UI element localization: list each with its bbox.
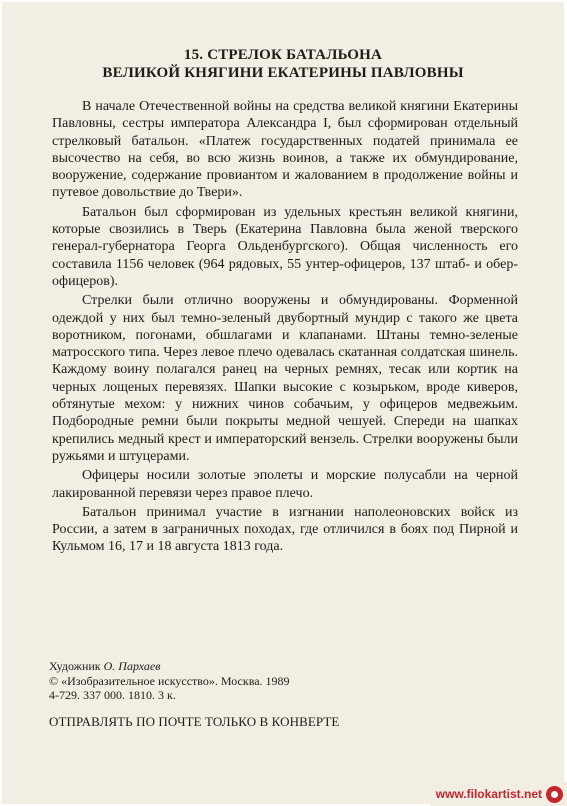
title-line-2: ВЕЛИКОЙ КНЯГИНИ ЕКАТЕРИНЫ ПАВЛОВНЫ xyxy=(102,65,464,81)
watermark-url: www.filokartist.net xyxy=(435,787,542,801)
postcard-back xyxy=(2,2,564,804)
artist-name: О. Пархаев xyxy=(103,659,161,673)
artist-label: Художник xyxy=(49,659,101,673)
paragraph: Стрелки были отлично вооружены и обмундированы. Форменной одеждой у них был темно-зеленый двубортный мундир с такого же цвета воротником, погонами, обшлагами и клапанами. Штаны темно-зеленые матросского типа. Через левое плечо одевалась скатанная солдатская шинель. Каждому воину полагался ранец на черных ремнях, тесак или кортик на черных лощеных перевязях. Шапки высокие с козырьком, вроде киверов, обтянутые мехом: у нижних чинов собачьим, у офицеров медвежьим. Подбородные ремни были покрыты медной чешуей. Спереди на шапках крепились медный крест и императорский вензель. Стрелки вооружены были ружьями и штуцерами. xyxy=(52,293,518,464)
artist-credit xyxy=(49,659,529,674)
paragraph: Офицеры носили золотые эполеты и морские полусабли на черной лакированной перевязи через правое плечо. xyxy=(52,468,518,501)
paragraph: В начале Отечественной войны на средства великой княгини Екатерины Павловны, сестры императора Александра I, был сформирован отдельный стрелковый батальон. «Платеж государственных податей принимала ее высочество на себя, во всю жизнь воинов, а также их обмундирование, вооружение, содержание провиантом и жалованием в продолжение войны и путевое довольствие до Твери». xyxy=(52,99,518,201)
print-codes: 4-729. 337 000. 1810. 3 к. xyxy=(49,688,176,702)
card-title xyxy=(2,46,564,82)
mailing-notice: ОТПРАВЛЯТЬ ПО ПОЧТЕ ТОЛЬКО В КОНВЕРТЕ xyxy=(49,714,340,729)
paragraph: Батальон принимал участие в изгнании наполеоновских войск из России, а затем в заграничных походах, где отличился в боях под Пирной и Кульмом 16, 17 и 18 августа 1813 года. xyxy=(52,504,518,555)
publisher-info xyxy=(49,659,529,703)
description-text xyxy=(52,98,518,558)
copyright-line: © «Изобразительное искусство». Москва. 1989 xyxy=(49,673,290,688)
filokartist-logo-icon xyxy=(546,786,563,803)
paragraph: Батальон был сформирован из удельных крестьян великой княгини, которые свозились в Тверь (Екатерина Павловна была женой тверского генерал-губернатора Георга Ольденбургского). Общая численность его составила 1156 человек (964 рядовых, 55 унтер-офицеров, 137 штаб- и обер-офицеров). xyxy=(52,204,518,289)
watermark xyxy=(430,782,567,806)
title-line-1: 15. СТРЕЛОК БАТАЛЬОНА xyxy=(183,47,383,63)
